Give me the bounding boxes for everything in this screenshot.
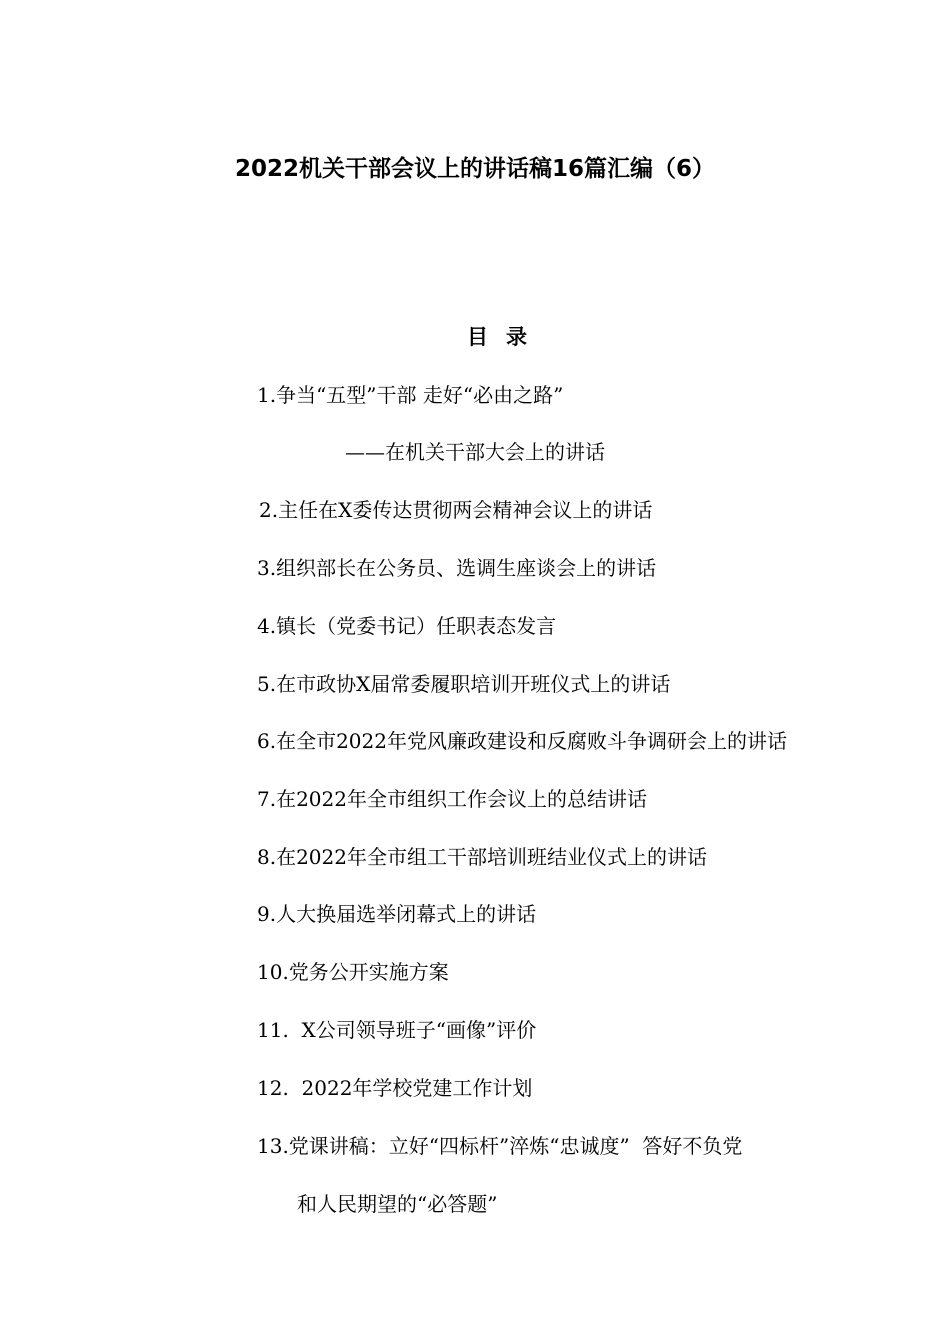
toc-item-12: 12. 2022年学校党建工作计划 — [257, 1076, 533, 1100]
toc-item-11: 11. X公司领导班子“画像”评价 — [257, 1018, 537, 1042]
toc-item-1: 1.争当“五型”干部 走好“必由之路” — [257, 383, 564, 407]
toc-item-2: 2.主任在X委传达贯彻两会精神会议上的讲话 — [259, 498, 653, 522]
toc-item-5: 5.在市政协X届常委履职培训开班仪式上的讲话 — [257, 672, 671, 696]
toc-heading: 目录 — [467, 325, 545, 349]
document-title: 2022机关干部会议上的讲话稿16篇汇编（6） — [234, 156, 716, 182]
toc-item-9: 9.人大换届选举闭幕式上的讲话 — [257, 902, 537, 926]
toc-item-4: 4.镇长（党委书记）任职表态发言 — [257, 614, 557, 638]
toc-item-3: 3.组织部长在公务员、选调生座谈会上的讲话 — [257, 556, 657, 580]
toc-item-13-continuation: 和人民期望的“必答题” — [297, 1192, 498, 1216]
toc-item-1-subtitle: ——在机关干部大会上的讲话 — [345, 440, 605, 464]
toc-item-10: 10.党务公开实施方案 — [257, 960, 449, 984]
toc-item-13: 13.党课讲稿：立好“四标杆”淬炼“忠诚度” 答好不负党 — [257, 1134, 743, 1158]
toc-item-8: 8.在2022年全市组工干部培训班结业仪式上的讲话 — [257, 845, 707, 869]
toc-item-7: 7.在2022年全市组织工作会议上的总结讲话 — [257, 787, 647, 811]
toc-item-6: 6.在全市2022年党风廉政建设和反腐败斗争调研会上的讲话 — [257, 729, 787, 753]
